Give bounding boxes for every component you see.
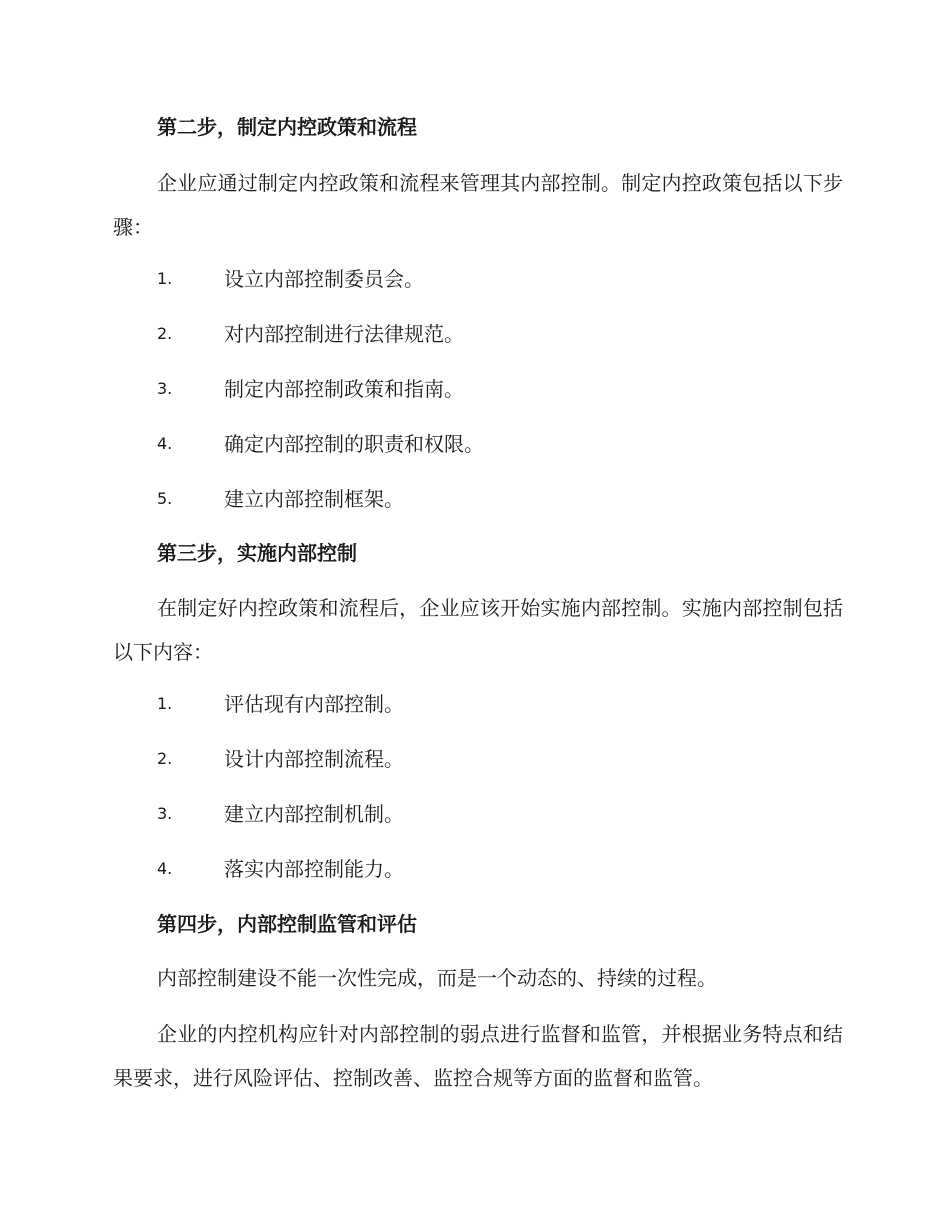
- list-item: [157, 690, 837, 718]
- list-text: 评估现有内部控制。: [224, 692, 404, 716]
- list-text: 设立内部控制委员会。: [224, 267, 424, 291]
- section-4-paragraph-1: 内部控制建设不能一次性完成，而是一个动态的、持续的过程。: [157, 966, 717, 990]
- list-text: 设计内部控制流程。: [224, 747, 404, 771]
- list-number: 2.: [157, 324, 173, 343]
- list-item: [157, 265, 837, 293]
- list-number: 1.: [157, 269, 173, 288]
- section-2-intro-paragraph: 企业应通过制定内控政策和流程来管理其内部控制。制定内控政策包括以下步骤：: [113, 171, 843, 239]
- list-text: 建立内部控制机制。: [224, 802, 404, 826]
- list-text: 落实内部控制能力。: [224, 857, 404, 881]
- list-item: [157, 430, 837, 458]
- list-item: [157, 745, 837, 773]
- list-number: 4.: [157, 859, 173, 878]
- list-number: 2.: [157, 749, 173, 768]
- list-number: 5.: [157, 489, 173, 508]
- list-number: 3.: [157, 804, 173, 823]
- list-item: [157, 375, 837, 403]
- list-text: 确定内部控制的职责和权限。: [224, 432, 484, 456]
- list-item: [157, 855, 837, 883]
- list-text: 建立内部控制框架。: [224, 487, 404, 511]
- section-heading-step-4: 第四步，内部控制监管和评估: [157, 912, 417, 936]
- list-item: [157, 800, 837, 828]
- section-heading-step-2: 第二步，制定内控政策和流程: [157, 115, 417, 139]
- list-number: 4.: [157, 434, 173, 453]
- list-item: [157, 485, 837, 513]
- section-3-intro-paragraph: 在制定好内控政策和流程后，企业应该开始实施内部控制。实施内部控制包括以下内容：: [113, 596, 843, 664]
- list-text: 制定内部控制政策和指南。: [224, 377, 464, 401]
- list-text: 对内部控制进行法律规范。: [224, 322, 464, 346]
- list-item: [157, 320, 837, 348]
- section-heading-step-3: 第三步，实施内部控制: [157, 541, 357, 565]
- section-4-paragraph-2: 企业的内控机构应针对内部控制的弱点进行监督和监管，并根据业务特点和结果要求，进行风险评估、控制改善、监控合规等方面的监督和监管。: [113, 1022, 843, 1090]
- list-number: 1.: [157, 694, 173, 713]
- list-number: 3.: [157, 379, 173, 398]
